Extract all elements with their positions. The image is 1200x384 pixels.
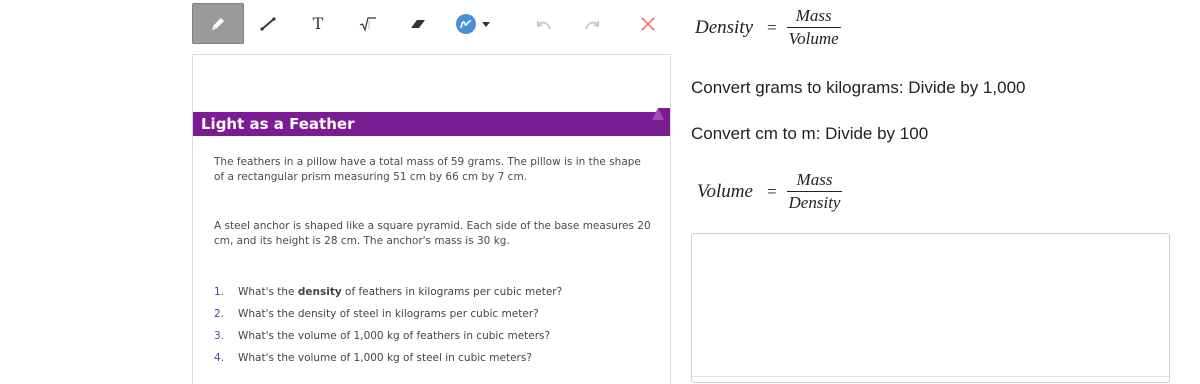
fraction-bar: [787, 27, 841, 28]
undo-icon: [534, 17, 552, 31]
question-number: 1.: [214, 286, 225, 298]
question-text-pre: What's the: [238, 286, 298, 298]
redo-icon: [584, 17, 602, 31]
banner-tab-shape: [644, 108, 670, 136]
eraser-tool-button[interactable]: [393, 3, 443, 44]
lasso-tool-button[interactable]: [443, 3, 503, 44]
clear-button[interactable]: [628, 3, 668, 44]
square-root-icon: [359, 16, 377, 32]
undo-button[interactable]: [523, 3, 563, 44]
feathers-paragraph: The feathers in a pillow have a total mass of 59 grams. The pillow is in the shape of a rectangular prism measuring 51 cm by 66 cm by 7 cm.: [214, 156, 641, 183]
line-icon: [259, 15, 277, 33]
cm-conversion-note: Convert cm to m: Divide by 100: [691, 124, 929, 143]
close-icon: [640, 16, 656, 32]
fraction: [787, 6, 841, 49]
text-icon: T: [312, 14, 324, 33]
redo-button[interactable]: [573, 3, 613, 44]
fraction: [787, 170, 843, 213]
line-tool-button[interactable]: [243, 3, 293, 44]
density-formula: [695, 6, 841, 49]
denominator: Volume: [788, 29, 839, 48]
question-number: 4.: [214, 352, 225, 364]
denominator: Density: [788, 193, 841, 212]
equals-sign: =: [767, 17, 777, 37]
question-text: [238, 281, 562, 303]
volume-formula: [697, 170, 842, 213]
question-text: What's the volume of 1,000 kg of steel in cubic meters?: [238, 352, 532, 364]
question-text: What's the density of steel in kilograms per cubic meter?: [238, 308, 539, 320]
list-item: [214, 303, 562, 325]
eraser-icon: [409, 16, 427, 32]
grams-conversion-note: Convert grams to kilograms: Divide by 1,000: [691, 78, 1026, 97]
formula-lhs: Volume: [697, 180, 753, 202]
lasso-icon: [455, 13, 477, 35]
text-tool-button[interactable]: [293, 3, 343, 44]
question-text: What's the volume of 1,000 kg of feathers in cubic meters?: [238, 330, 551, 342]
numerator: Mass: [795, 6, 832, 25]
worksheet-title: Light as a Feather: [201, 115, 355, 133]
question-number: 3.: [214, 330, 225, 342]
fraction-bar: [787, 191, 843, 192]
list-item: [214, 281, 562, 303]
equals-sign: =: [766, 181, 777, 201]
question-list: [214, 281, 562, 369]
numerator: Mass: [796, 170, 833, 189]
divider: [692, 376, 1169, 377]
list-item: [214, 325, 562, 347]
formula-lhs: Density: [695, 16, 754, 38]
list-item: [214, 347, 562, 369]
question-text-post: of feathers in kilograms per cubic meter?: [341, 286, 563, 298]
drawing-toolbar: [192, 3, 670, 44]
question-number: 2.: [214, 308, 225, 320]
title-banner: [193, 112, 670, 136]
chevron-down-icon: [481, 20, 491, 28]
question-text-bold: density: [297, 286, 342, 298]
pencil-icon: [209, 15, 227, 33]
math-tool-button[interactable]: [343, 3, 393, 44]
anchor-paragraph: A steel anchor is shaped like a square pyramid. Each side of the base measures 20 cm, and its height is 28 cm. The anchor's mass is 30 kg.: [214, 220, 651, 247]
worksheet-panel: [192, 54, 671, 384]
answer-input-area[interactable]: [691, 233, 1170, 383]
pencil-tool-button[interactable]: [192, 3, 244, 44]
